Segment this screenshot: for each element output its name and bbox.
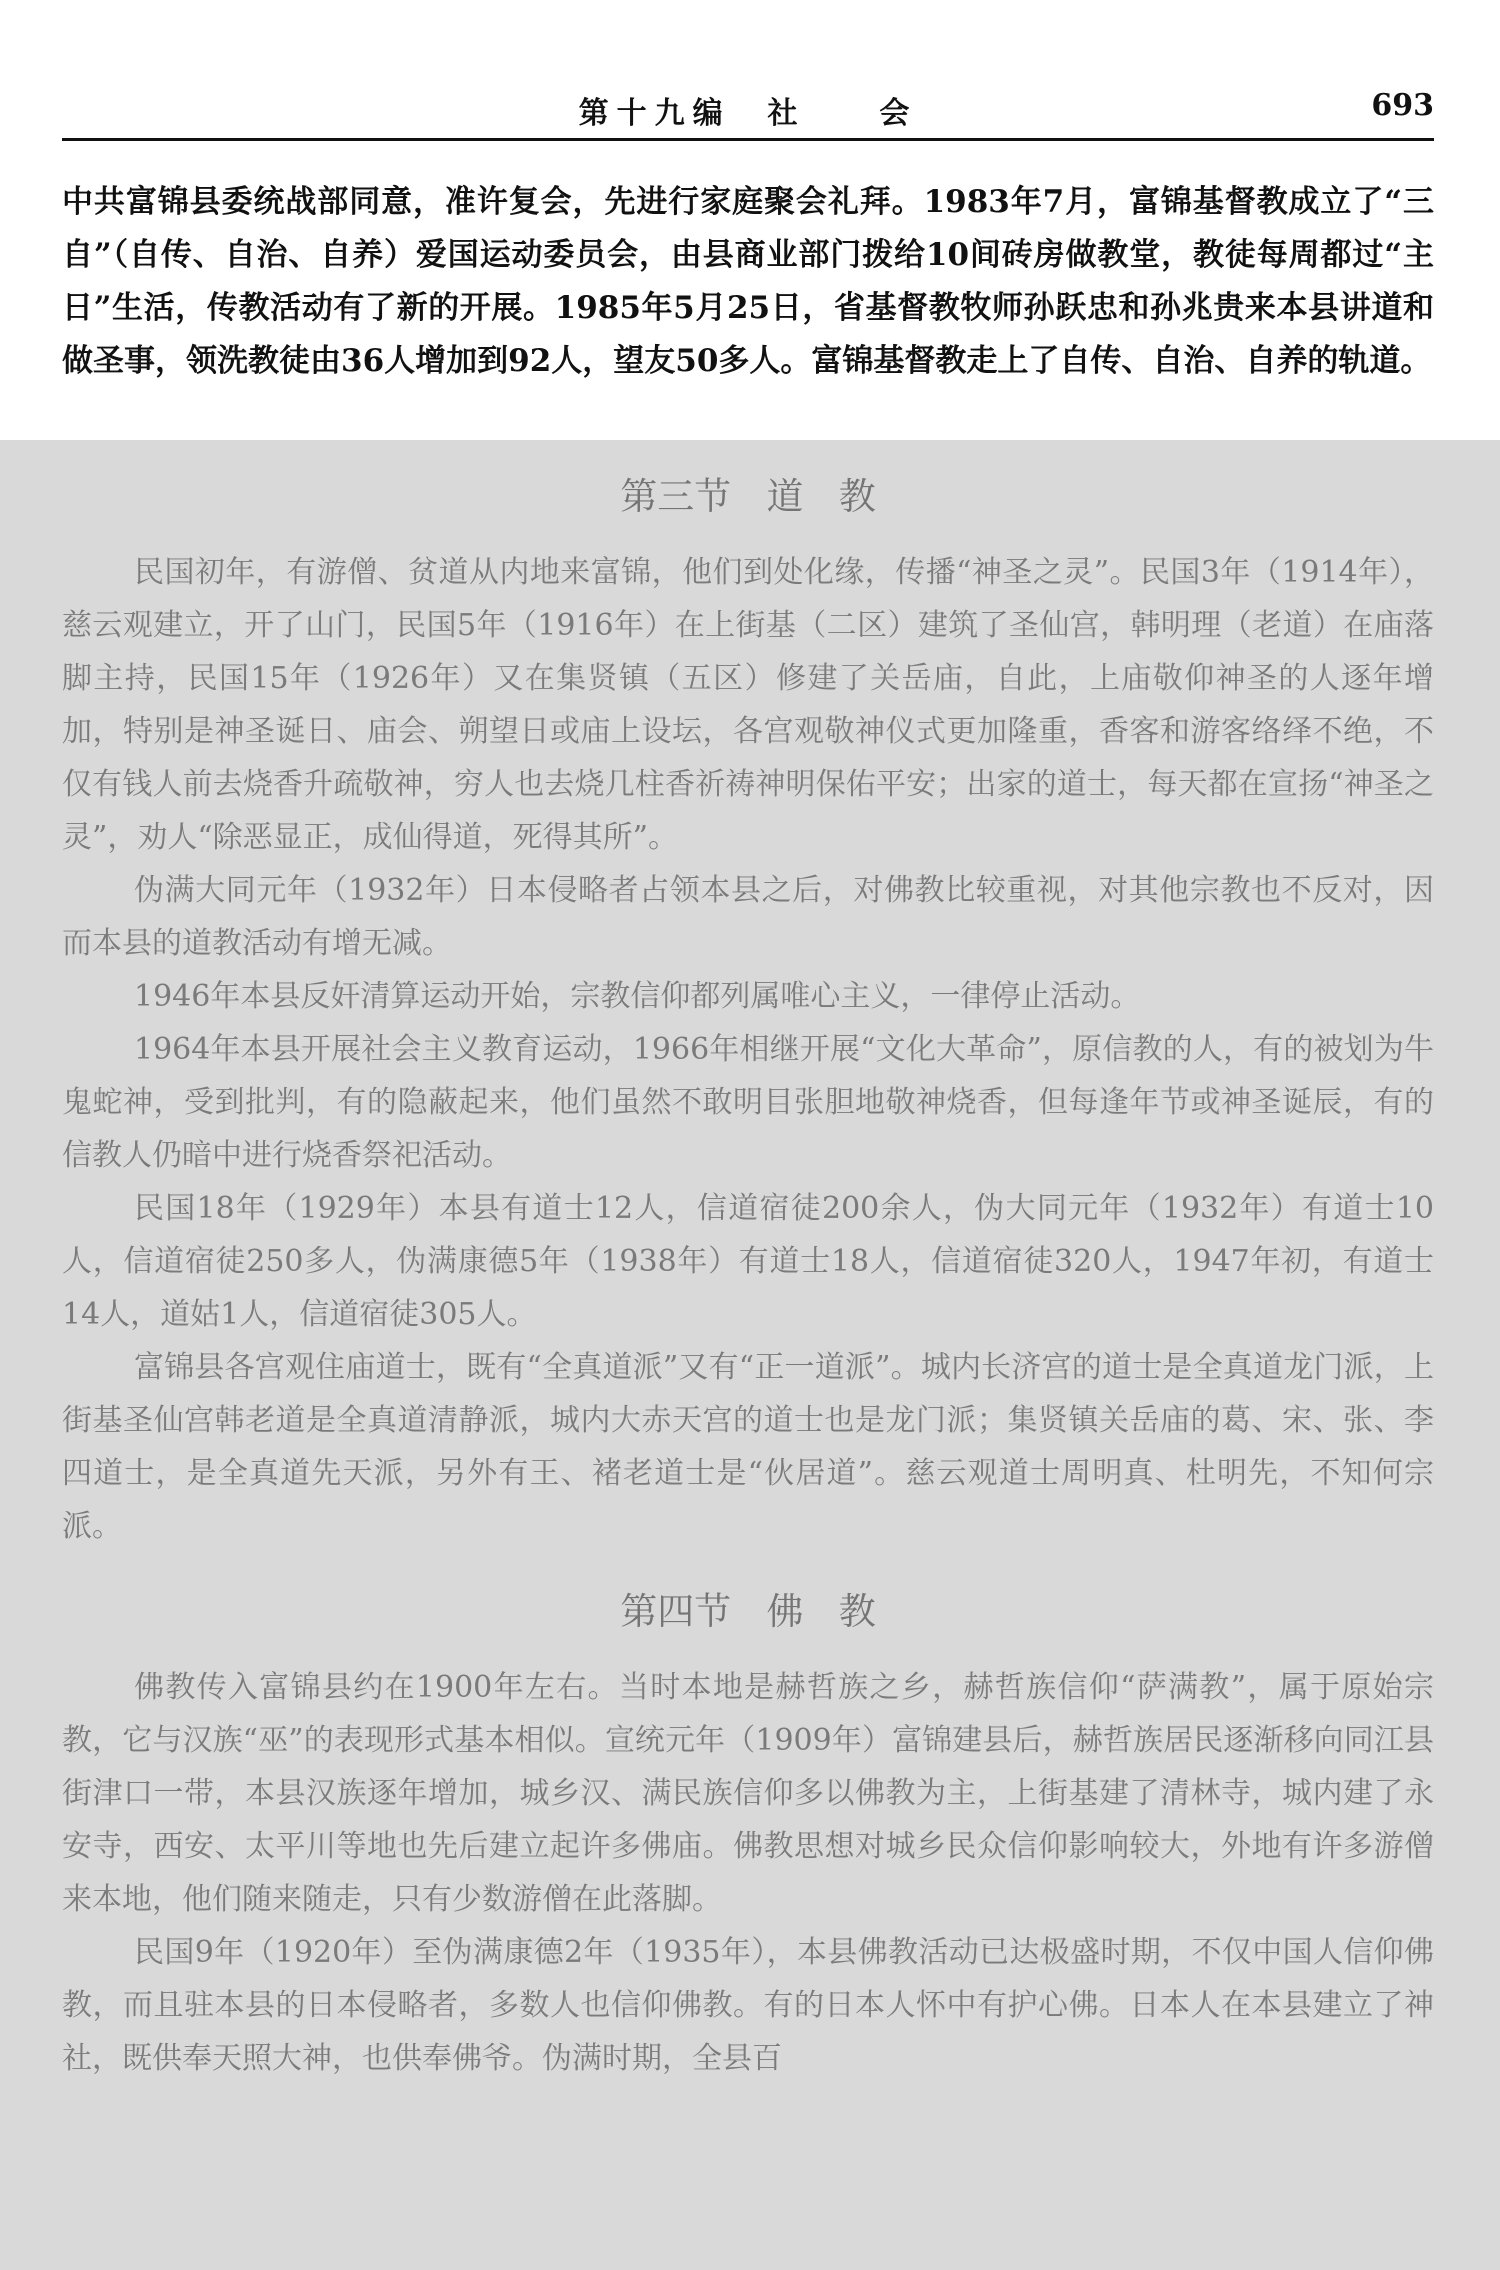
body-content <box>62 462 1434 2085</box>
section4-paragraph: 民国9年（1920年）至伪满康德2年（1935年），本县佛教活动已达极盛时期，不仅中国人信仰佛教，而且驻本县的日本侵略者，多数人也信仰佛教。有的日本人怀中有护心佛。日本人在本县建立了神社，既供奉天照大神，也供奉佛爷。伪满时期，全县百 <box>62 1935 1434 2076</box>
page-header <box>62 88 1434 134</box>
section4-heading: 第四节 佛 教 <box>620 1590 876 1633</box>
section3-paragraph: 民国初年，有游僧、贫道从内地来富锦，他们到处化缘，传播“神圣之灵”。民国3年（1914年），慈云观建立，开了山门，民国5年（1916年）在上街基（二区）建筑了圣仙宫，韩明理（老道）在庙落脚主持，民国15年（1926年）又在集贤镇（五区）修建了关岳庙，自此，上庙敬仰神圣的人逐年增加，特别是神圣诞日、庙会、朔望日或庙上设坛，各宫观敬神仪式更加隆重，香客和游客络绎不绝，不仅有钱人前去烧香升疏敬神，穷人也去烧几柱香祈祷神明保佑平安；出家的道士，每天都在宣扬“神圣之灵”，劝人“除恶显正，成仙得道，死得其所”。 <box>62 555 1434 855</box>
section3-paragraph: 富锦县各宫观住庙道士，既有“全真道派”又有“正一道派”。城内长济宫的道士是全真道龙门派，上街基圣仙宫韩老道是全真道清静派，城内大赤天宫的道士也是龙门派；集贤镇关岳庙的葛、宋、张、李四道士，是全真道先天派，另外有王、褚老道士是“伙居道”。慈云观道士周明真、杜明先，不知何宗派。 <box>62 1350 1434 1544</box>
section3-paragraph: 1946年本县反奸清算运动开始，宗教信仰都列属唯心主义，一律停止活动。 <box>134 979 1141 1014</box>
intro-block <box>62 176 1434 388</box>
section3-heading: 第三节 道 教 <box>620 475 876 518</box>
chapter-title: 第十九编 社 会 <box>578 96 918 131</box>
section3-paragraph: 1964年本县开展社会主义教育运动，1966年相继开展“文化大革命”，原信教的人，有的被划为牛鬼蛇神，受到批判，有的隐蔽起来，他们虽然不敢明目张胆地敬神烧香，但每逢年节或神圣诞辰，有的信教人仍暗中进行烧香祭祀活动。 <box>62 1032 1434 1173</box>
shaded-region <box>0 440 1500 2270</box>
page-number: 693 <box>1371 88 1434 123</box>
section4-paragraph: 佛教传入富锦县约在1900年左右。当时本地是赫哲族之乡，赫哲族信仰“萨满教”，属于原始宗教，它与汉族“巫”的表现形式基本相似。宣统元年（1909年）富锦建县后，赫哲族居民逐渐移向同江县街津口一带，本县汉族逐年增加，城乡汉、满民族信仰多以佛教为主，上街基建了清林寺，城内建了永安寺，西安、太平川等地也先后建立起许多佛庙。佛教思想对城乡民众信仰影响较大，外地有许多游僧来本地，他们随来随走，只有少数游僧在此落脚。 <box>62 1670 1434 1917</box>
header-rule <box>62 138 1434 141</box>
section3-paragraph: 民国18年（1929年）本县有道士12人，信道宿徒200余人，伪大同元年（1932年）有道士10人，信道宿徒250多人，伪满康德5年（1938年）有道士18人，信道宿徒320人，1947年初，有道士14人，道姑1人，信道宿徒305人。 <box>62 1191 1434 1332</box>
section3-paragraph: 伪满大同元年（1932年）日本侵略者占领本县之后，对佛教比较重视，对其他宗教也不反对，因而本县的道教活动有增无减。 <box>62 873 1434 961</box>
intro-paragraph: 中共富锦县委统战部同意，准许复会，先进行家庭聚会礼拜。1983年7月，富锦基督教成立了“三自”（自传、自治、自养）爱国运动委员会，由县商业部门拨给10间砖房做教堂，教徒每周都过“主日”生活，传教活动有了新的开展。1985年5月25日，省基督教牧师孙跃忠和孙兆贵来本县讲道和做圣事，领洗教徒由36人增加到92人，望友50多人。富锦基督教走上了自传、自治、自养的轨道。 <box>62 184 1434 379</box>
